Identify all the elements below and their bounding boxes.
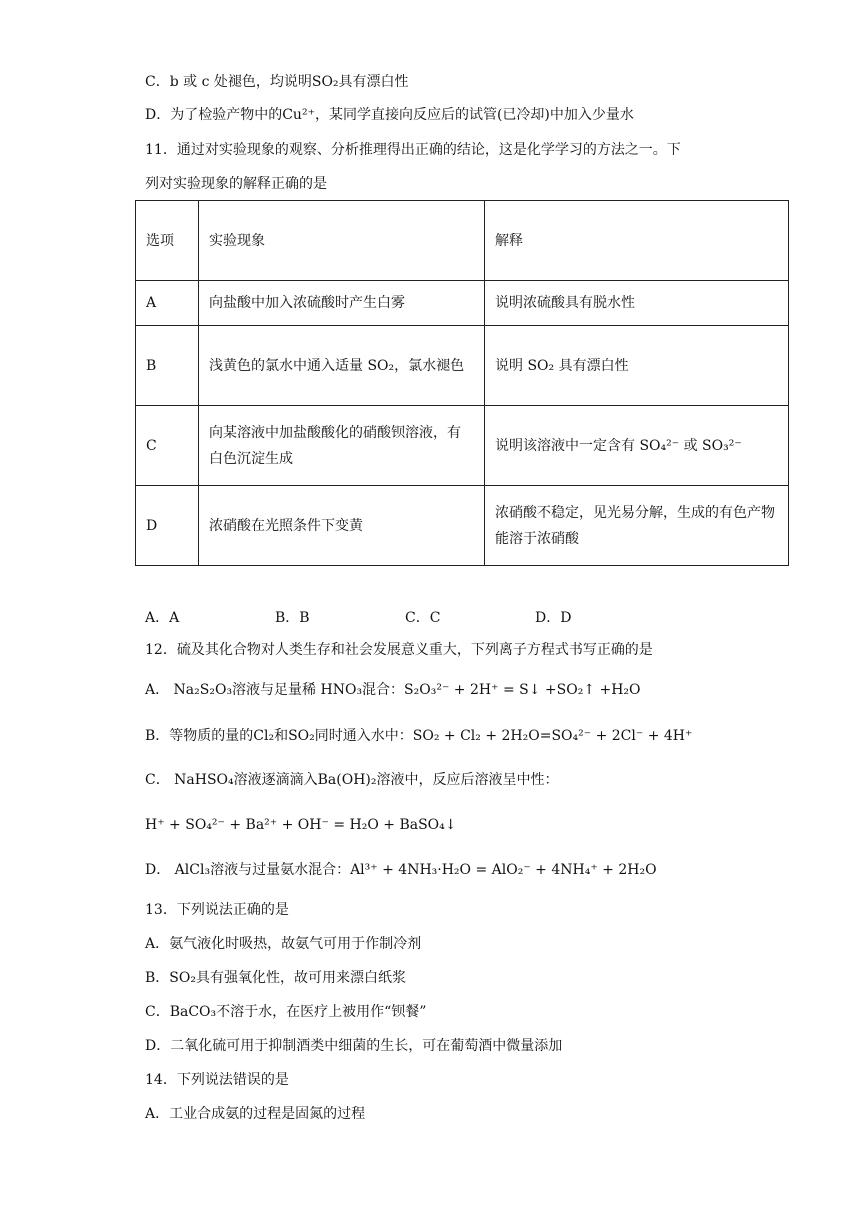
experiment-table	[135, 200, 789, 566]
q11-option-d: D．D	[535, 610, 572, 626]
q11-option-b: B．B	[275, 610, 310, 626]
q10-option-d: D．为了检验产物中的Cu²⁺，某同学直接向反应后的试管(已冷却)中加入少量水	[145, 107, 634, 123]
q12-option-d: D． AlCl₃溶液与过量氨水混合：Al³⁺ + 4NH₃·H₂O = AlO₂⁻ + 4NH₄⁺ + 2H₂O	[145, 862, 657, 878]
row-explanation: 说明 SO₂ 具有漂白性	[485, 326, 789, 406]
q11-stem-line1: 11．通过对实验现象的观察、分析推理得出正确的结论，这是化学学习的方法之一。下	[145, 142, 681, 158]
row-phenomenon: 向盐酸中加入浓硫酸时产生白雾	[199, 281, 485, 326]
header-explanation: 解释	[485, 201, 789, 281]
q12-option-c-equation: H⁺ + SO₄²⁻ + Ba²⁺ + OH⁻ = H₂O + BaSO₄↓	[145, 817, 457, 833]
row-explanation: 说明该溶液中一定含有 SO₄²⁻ 或 SO₃²⁻	[485, 406, 789, 486]
q13-option-d: D．二氧化硫可用于抑制酒类中细菌的生长，可在葡萄酒中微量添加	[145, 1038, 563, 1054]
q11-option-c: C．C	[405, 610, 441, 626]
row-phenomenon: 向某溶液中加盐酸酸化的硝酸钡溶液，有白色沉淀生成	[199, 406, 485, 486]
row-option: D	[136, 486, 199, 566]
q13-option-c: C．BaCO₃不溶于水，在医疗上被用作“钡餐”	[145, 1004, 427, 1020]
q13-stem: 13．下列说法正确的是	[145, 902, 289, 918]
table-row	[136, 406, 789, 486]
q11-stem-line2: 列对实验现象的解释正确的是	[145, 176, 327, 192]
row-phenomenon: 浓硝酸在光照条件下变黄	[199, 486, 485, 566]
q12-option-c: C． NaHSO₄溶液逐滴滴入Ba(OH)₂溶液中，反应后溶液呈中性：	[145, 772, 559, 788]
table-row	[136, 326, 789, 406]
row-explanation: 说明浓硫酸具有脱水性	[485, 281, 789, 326]
q13-option-a: A．氨气液化时吸热，故氨气可用于作制冷剂	[145, 936, 422, 952]
table-row	[136, 486, 789, 566]
row-explanation: 浓硝酸不稳定，见光易分解，生成的有色产物能溶于浓硝酸	[485, 486, 789, 566]
q12-stem: 12．硫及其化合物对人类生存和社会发展意义重大，下列离子方程式书写正确的是	[145, 642, 653, 658]
row-option: C	[136, 406, 199, 486]
table-row	[136, 281, 789, 326]
row-phenomenon: 浅黄色的氯水中通入适量 SO₂，氯水褪色	[199, 326, 485, 406]
q10-option-c: C．b 或 c 处褪色，均说明SO₂具有漂白性	[145, 74, 409, 90]
row-option: A	[136, 281, 199, 326]
q11-options	[145, 607, 665, 627]
header-phenomenon: 实验现象	[199, 201, 485, 281]
row-option: B	[136, 326, 199, 406]
q12-option-a: A． Na₂S₂O₃溶液与足量稀 HNO₃混合：S₂O₃²⁻ + 2H⁺ = S↓ +SO₂↑ +H₂O	[145, 682, 641, 698]
q11-option-a: A．A	[145, 610, 180, 626]
header-option: 选项	[136, 201, 199, 281]
q14-stem: 14．下列说法错误的是	[145, 1072, 289, 1088]
table-header-row	[136, 201, 789, 281]
q12-option-b: B．等物质的量的Cl₂和SO₂同时通入水中：SO₂ + Cl₂ + 2H₂O=SO₄²⁻ + 2Cl⁻ + 4H⁺	[145, 728, 693, 744]
q14-option-a: A．工业合成氨的过程是固氮的过程	[145, 1106, 366, 1122]
q13-option-b: B．SO₂具有强氧化性，故可用来漂白纸浆	[145, 970, 406, 986]
